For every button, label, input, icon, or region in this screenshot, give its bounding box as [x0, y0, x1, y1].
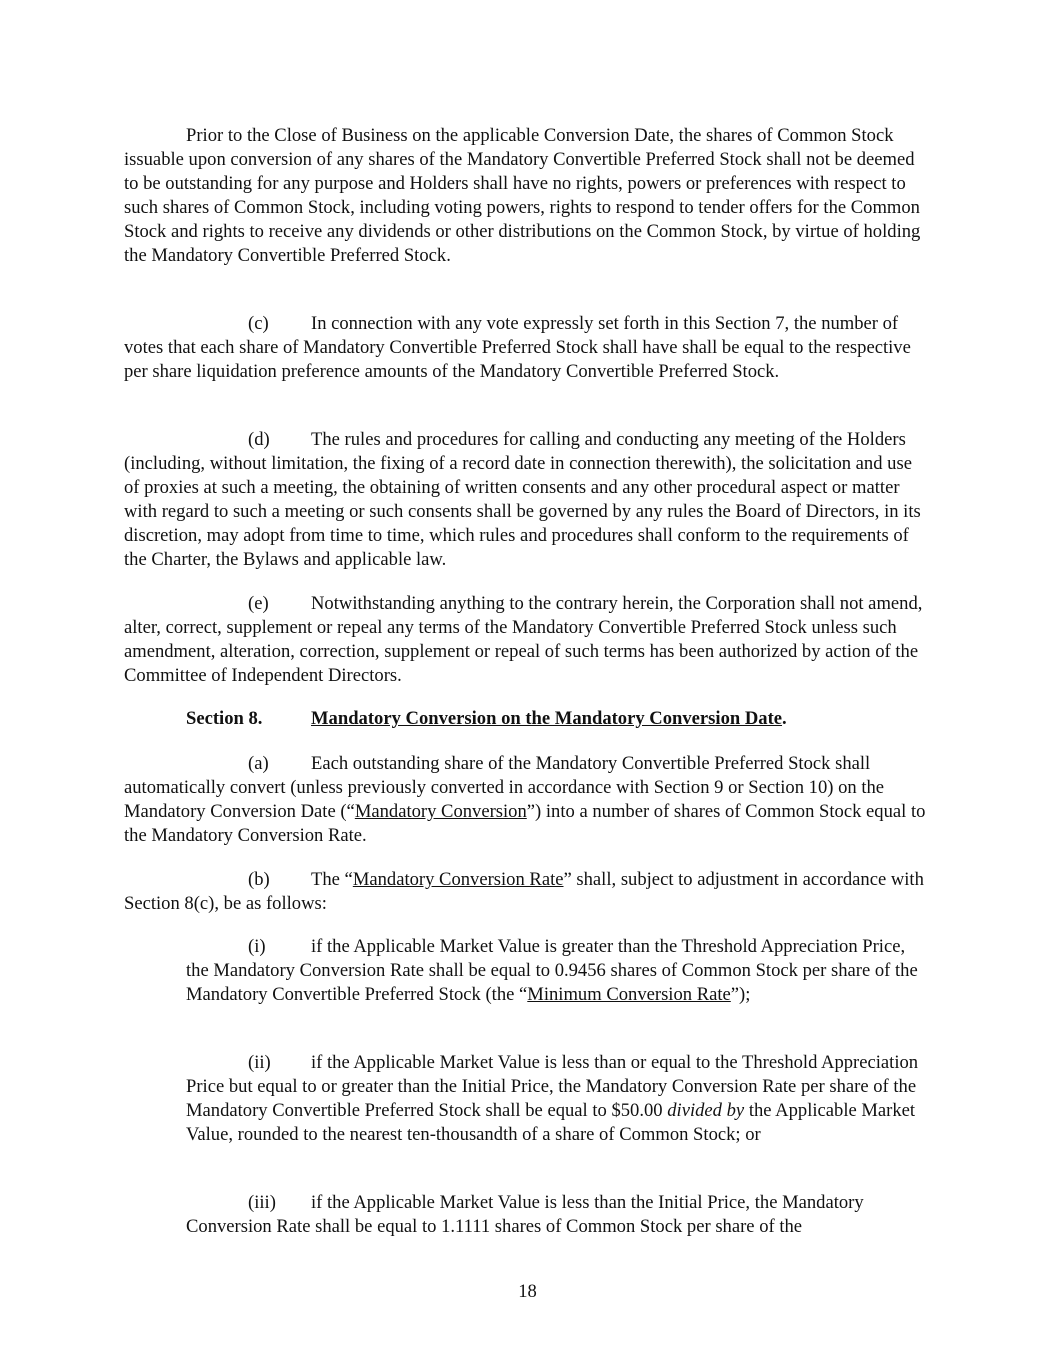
subclause-label: (ii): [248, 1052, 271, 1073]
defined-term: Minimum Conversion Rate: [527, 983, 731, 1005]
clause-label: (e): [248, 593, 269, 614]
subclause-text-after: ”);: [730, 983, 751, 1005]
section-7d-paragraph: [124, 428, 932, 571]
paragraph-text: Prior to the Close of Business on the applicable Conversion Date, the shares of Common Stock issuable upon conversion of any shares of the Mandatory Convertible Preferred Stock shall not be deemed to be outstanding for any purpose and Holders shall have no rights, powers or preferences with respect to such shares of Common Stock, including voting powers, rights to respond to tender offers for the Common Stock and rights to receive any dividends or other distributions on the Common Stock, by virtue of holding the Mandatory Convertible Preferred Stock.: [124, 125, 921, 266]
italic-term: divided by: [667, 1099, 745, 1121]
section-8b-iii-paragraph: [186, 1191, 932, 1239]
clause-label: (b): [248, 869, 270, 890]
paragraph-prior-to-close: [124, 124, 932, 267]
clause-text: Notwithstanding anything to the contrary herein, the Corporation shall not amend, alter, correct, supplement or repeal any terms of the Mandatory Convertible Preferred Stock unless such amendment, alteration, correction, supplement or repeal of such terms has been authorized by action of the Committee of Independent Directors.: [124, 593, 923, 686]
clause-text-before: The “: [311, 869, 353, 890]
clause-label: (a): [248, 753, 269, 774]
clause-text-after: ” shall, subject to adjustment in accordance with Section 8(c), be as follows:: [124, 869, 924, 914]
section-8a-paragraph: [124, 752, 932, 848]
defined-term: Mandatory Conversion Rate: [352, 869, 564, 890]
section-8b-paragraph: [124, 868, 932, 916]
subclause-text-after: the Applicable Market Value, rounded to the nearest ten-thousandth of a share of Common Stock; or: [186, 1099, 916, 1145]
section-8b-i-paragraph: [186, 935, 932, 1007]
section-7e-paragraph: [124, 592, 932, 688]
clause-text-before: Each outstanding share of the Mandatory Convertible Preferred Stock shall automatically convert (unless previously converted in accordance with Section 9 or Section 10) on the Mandatory Conversion Date (“: [124, 753, 885, 822]
clause-text-after: ”) into a number of shares of Common Stock equal to the Mandatory Conversion Rate.: [124, 800, 926, 846]
clause-label: (c): [248, 313, 269, 334]
page-number: 18: [518, 1281, 537, 1302]
section-8b-ii-paragraph: [186, 1051, 932, 1147]
subclause-label: (iii): [248, 1192, 276, 1213]
subclause-text: if the Applicable Market Value is less than the Initial Price, the Mandatory Conversion Rate shall be equal to 1.1111 shares of Common Stock per share of the: [186, 1192, 864, 1237]
clause-label: (d): [248, 429, 270, 450]
clause-text: In connection with any vote expressly set forth in this Section 7, the number of votes that each share of Mandatory Convertible Preferred Stock shall have shall be equal to the respective per share liquidation preference amounts of the Mandatory Convertible Preferred Stock.: [124, 313, 911, 382]
defined-term: Mandatory Conversion: [354, 800, 527, 822]
section-title-period: .: [782, 708, 787, 729]
section-7c-paragraph: [124, 312, 932, 384]
section-title: Mandatory Conversion on the Mandatory Conversion Date: [311, 708, 783, 729]
subclause-label: (i): [248, 936, 266, 957]
subclause-text-before: if the Applicable Market Value is greater than the Threshold Appreciation Price, the Mandatory Conversion Rate shall be equal to 0.9456 shares of Common Stock per share of the Mandatory Convertible Preferred Stock (the “: [186, 936, 918, 1005]
clause-text: The rules and procedures for calling and conducting any meeting of the Holders (including, without limitation, the fixing of a record date in connection therewith), the solicitation and use of proxies at such a meeting, the obtaining of written consents and any other procedural aspect or matter with regard to such a meeting or such consents shall be governed by any rules the Board of Directors, in its discretion, may adopt from time to time, which rules and procedures shall conform to the requirements of the Charter, the Bylaws and applicable law.: [124, 429, 921, 570]
subclause-text-before: if the Applicable Market Value is less than or equal to the Threshold Appreciation Price but equal to or greater than the Initial Price, the Mandatory Conversion Rate per share of the Mandatory Convertible Preferred Stock shall be equal to $50.00: [186, 1052, 919, 1121]
section-8-heading: [186, 707, 787, 731]
section-number: Section 8.: [186, 708, 263, 729]
